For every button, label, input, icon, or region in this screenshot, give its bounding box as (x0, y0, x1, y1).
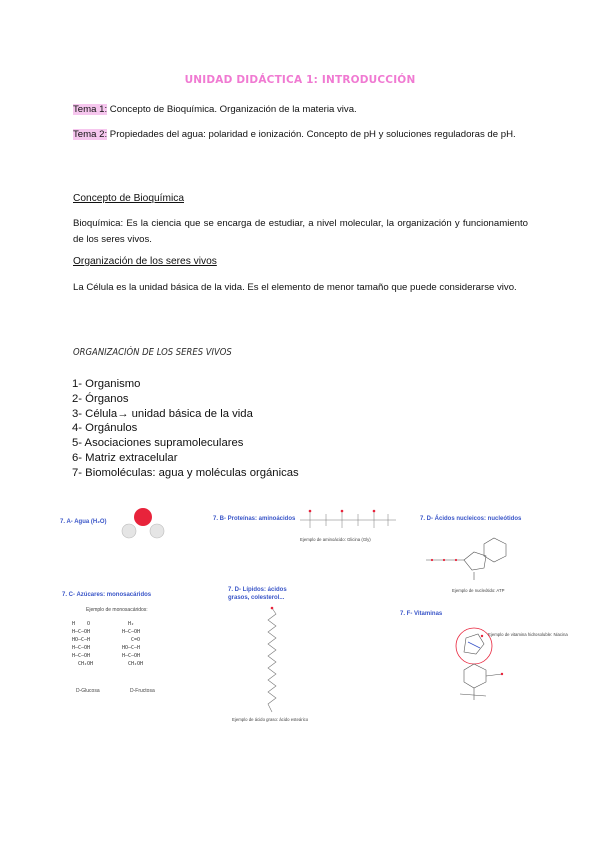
fig-lipidos-subcaption: Ejemplo de ácido graso: ácido esteárico (232, 717, 309, 722)
tema-2 (73, 127, 528, 143)
water-molecule-image (118, 505, 168, 545)
hydrogen-atom (150, 524, 164, 538)
fig-vitaminas-caption: 7. F- Vitaminas (400, 611, 443, 617)
fig-azucares-subcaption: Ejemplo de monosacáridos: (86, 607, 148, 613)
vitamin-structure-image (446, 624, 546, 714)
highlight-circle (456, 628, 492, 664)
list-item: 4- Orgánulos (72, 422, 138, 435)
concepto-text: Bioquímica: Es la ciencia que se encarga de estudiar, a nivel molecular, la organización y funcionamiento de los seres vivos. (73, 218, 528, 245)
tema-1-label: Tema 1: (73, 104, 108, 115)
fig-fructosa-label: D-Fructosa (130, 688, 155, 694)
list-item: 2- Órganos (72, 392, 129, 405)
page-title: UNIDAD DIDÁCTICA 1: INTRODUCCIÓN (184, 74, 416, 86)
fig-glucosa-label: D-Glucosa (76, 688, 100, 694)
fatty-acid-chain-image (264, 606, 280, 716)
organizacion-heading-2: ORGANIZACIÓN DE LOS SERES VIVOS (73, 347, 232, 358)
organizacion-text: La Célula es la unidad básica de la vida. Es el elemento de menor tamaño que puede considerarse vivo. (73, 282, 517, 293)
atp-structure-image (424, 532, 524, 587)
fig-proteinas-caption: 7. B- Proteínas: aminoácidos (213, 516, 296, 522)
aminoacid-structure-image (296, 506, 406, 532)
fig-vitaminas-subcaption: Ejemplo de vitamina hidrosoluble: Niacina (488, 632, 568, 637)
tema-1 (73, 102, 528, 118)
levels-list (72, 377, 299, 481)
fig-nucleicos-subcaption: Ejemplo de nucleótido: ATP (452, 588, 505, 593)
tema-1-text: Concepto de Bioquímica. Organización de la materia viva. (107, 104, 357, 115)
list-item: 3- Célula→ unidad básica de la vida (72, 407, 253, 420)
fig-nucleicos-caption: 7. D- Ácidos nucleicos: nucleótidos (420, 516, 522, 522)
tema-2-label: Tema 2: (73, 129, 108, 140)
fructose-structure-image: H₂ H—C—OH C=O HO—C—H H—C—OH CH₂OH (122, 621, 144, 667)
list-item: 1- Organismo (72, 378, 141, 390)
list-item: 5- Asociaciones supramoleculares (72, 437, 244, 450)
tema-2-text: Propiedades del agua: polaridad e ionización. Concepto de pH y soluciones reguladoras de pH. (107, 129, 516, 140)
fig-lipidos-caption: 7. D- Lípidos: ácidos grasos, colesterol... (228, 587, 287, 601)
hydrogen-atom (122, 524, 136, 538)
oxygen-atom (134, 508, 152, 526)
fig-proteinas-subcaption: Ejemplo de aminoácido: Glicina (Gly) (300, 537, 371, 542)
fig-azucares-caption: 7. C- Azúcares: monosacáridos (62, 592, 152, 598)
concepto-heading: Concepto de Bioquímica (73, 193, 184, 204)
organizacion-heading: Organización de los seres vivos (73, 256, 217, 267)
glucose-structure-image: H O H—C—OH HO—C—H H—C—OH H—C—OH CH₂OH (72, 621, 94, 667)
list-item: 7- Biomoléculas: agua y moléculas orgánicas (72, 466, 299, 479)
fig-agua-caption: 7. A- Agua (H₂O) (60, 519, 107, 525)
list-item: 6- Matriz extracelular (72, 451, 178, 464)
